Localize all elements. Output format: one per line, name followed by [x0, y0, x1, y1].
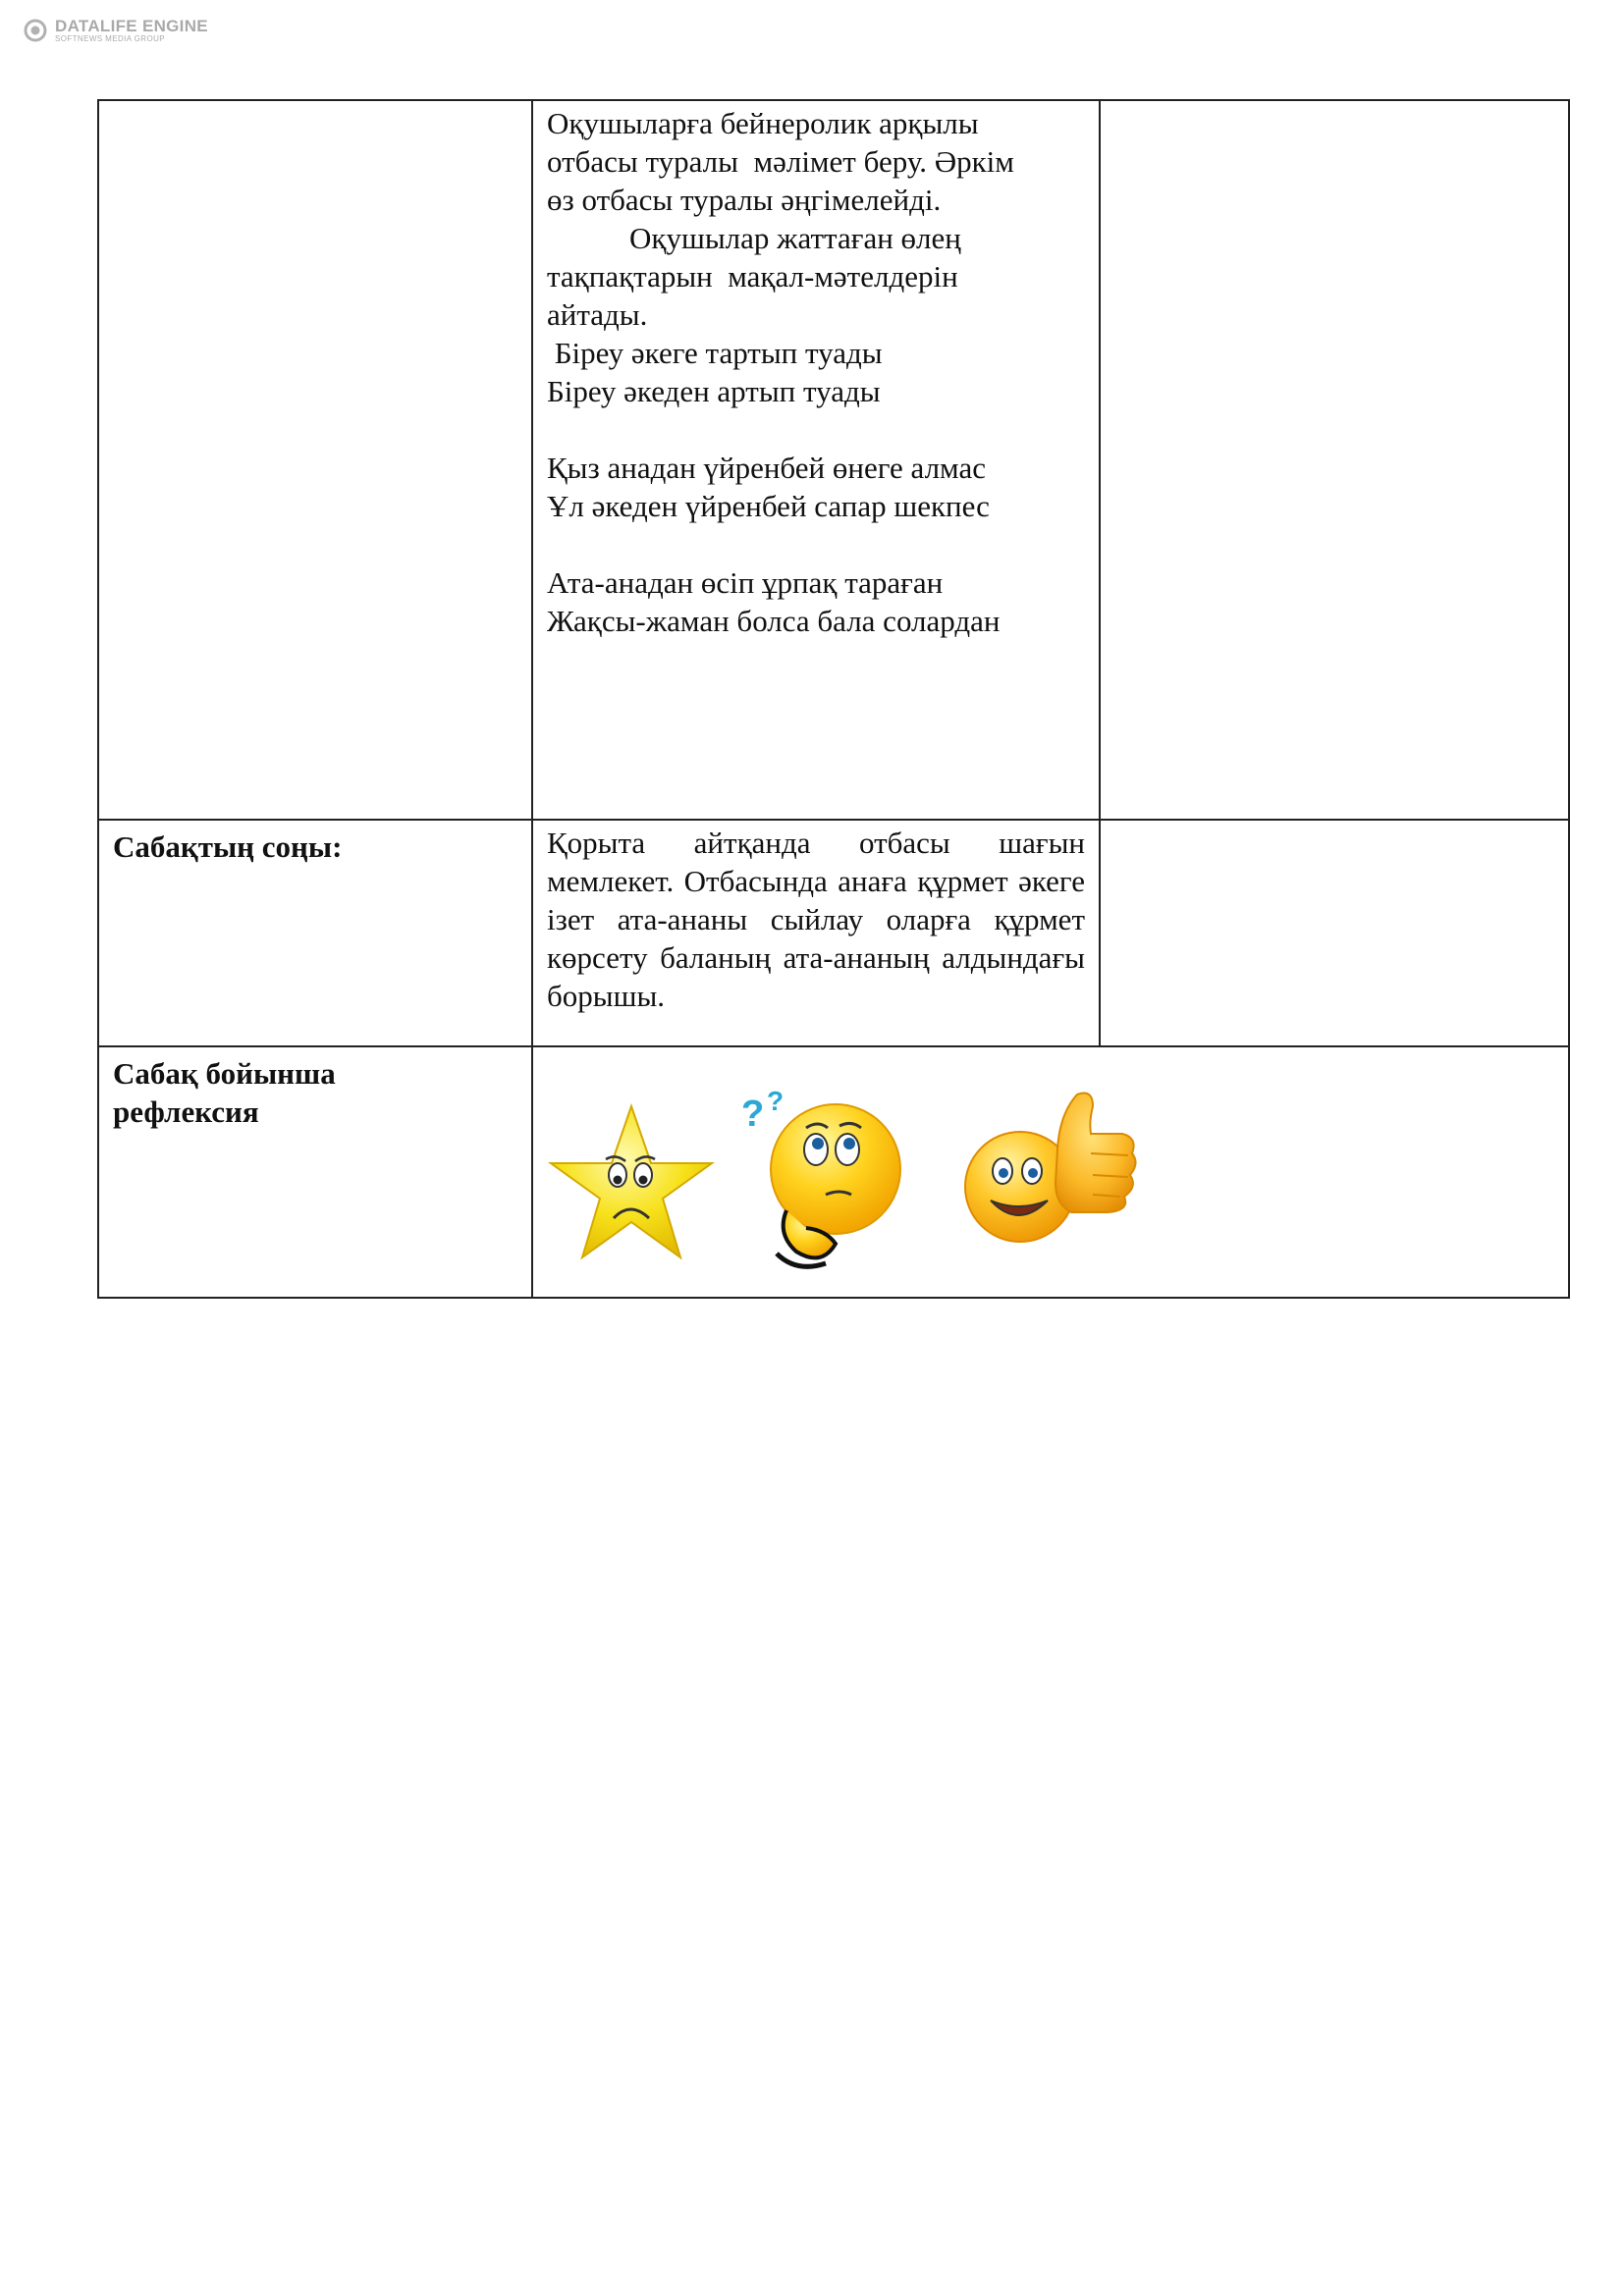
svg-text:?: ?: [767, 1087, 785, 1116]
watermark-subtitle: SOFTNEWS MEDIA GROUP: [55, 34, 166, 43]
watermark-logo: [22, 18, 208, 43]
lesson-end-label: Сабақтың соңы:: [113, 829, 343, 864]
row2-content-cell: [532, 820, 1100, 1046]
sad-star-icon: [547, 1102, 716, 1263]
text-line: отбасы туралы мәлімет беру. Әркім: [547, 144, 1014, 179]
proverb-line: Біреу әкеге тартып туады: [547, 336, 883, 370]
text-line: өз отбасы туралы әңгімелейді.: [547, 183, 942, 217]
text-line: Оқушылар жаттаған өлең: [629, 221, 961, 255]
lesson-end-text: Қорыта айтқанда отбасы шағын мемлекет. Отбасында анаға құрмет әкеге ізет ата-ананы сыйлау оларға құрмет көрсету баланың ата-ананың алдындағы борышы.: [547, 826, 1085, 1013]
text-line: тақпақтарын мақал-мәтелдерін: [547, 259, 958, 294]
row1-notes-cell: [1100, 100, 1569, 820]
proverb-line: Біреу әкеден артып туады: [547, 374, 881, 408]
lesson-plan-table: [97, 99, 1570, 1299]
eye-logo-icon: [22, 19, 49, 42]
text-line: айтады.: [547, 297, 648, 332]
svg-text:?: ?: [741, 1094, 765, 1135]
proverb-line: Ата-анадан өсіп ұрпақ тараған: [547, 565, 944, 600]
reflection-label-line: Сабақ бойынша: [113, 1056, 336, 1091]
proverb-line: Қыз анадан үйренбей өнеге алмас: [547, 451, 986, 485]
table-row: [98, 100, 1569, 820]
table-row: [98, 820, 1569, 1046]
row3-label-cell: [98, 1046, 532, 1298]
row1-label: [99, 101, 531, 115]
thinking-smiley-icon: [737, 1087, 910, 1271]
row2-notes-cell: [1100, 820, 1569, 1046]
row2-label-cell: [98, 820, 532, 1046]
row1-content-cell: [532, 100, 1100, 820]
reflection-label-line: рефлексия: [113, 1095, 259, 1129]
reflection-icons-cell: [532, 1046, 1569, 1298]
watermark-name: DATALIFE ENGINE: [55, 17, 208, 35]
proverb-line: Жақсы-жаман болса бала солардан: [547, 604, 1001, 638]
table-row: [98, 1046, 1569, 1298]
row1-notes: [1101, 101, 1568, 104]
thumbs-up-smiley-icon: [949, 1085, 1142, 1257]
proverb-line: Ұл әкеден үйренбей сапар шекпес: [547, 489, 990, 523]
row1-label-cell: [98, 100, 532, 820]
text-line: Оқушыларға бейнеролик арқылы: [547, 106, 979, 140]
row2-notes: [1101, 821, 1568, 824]
